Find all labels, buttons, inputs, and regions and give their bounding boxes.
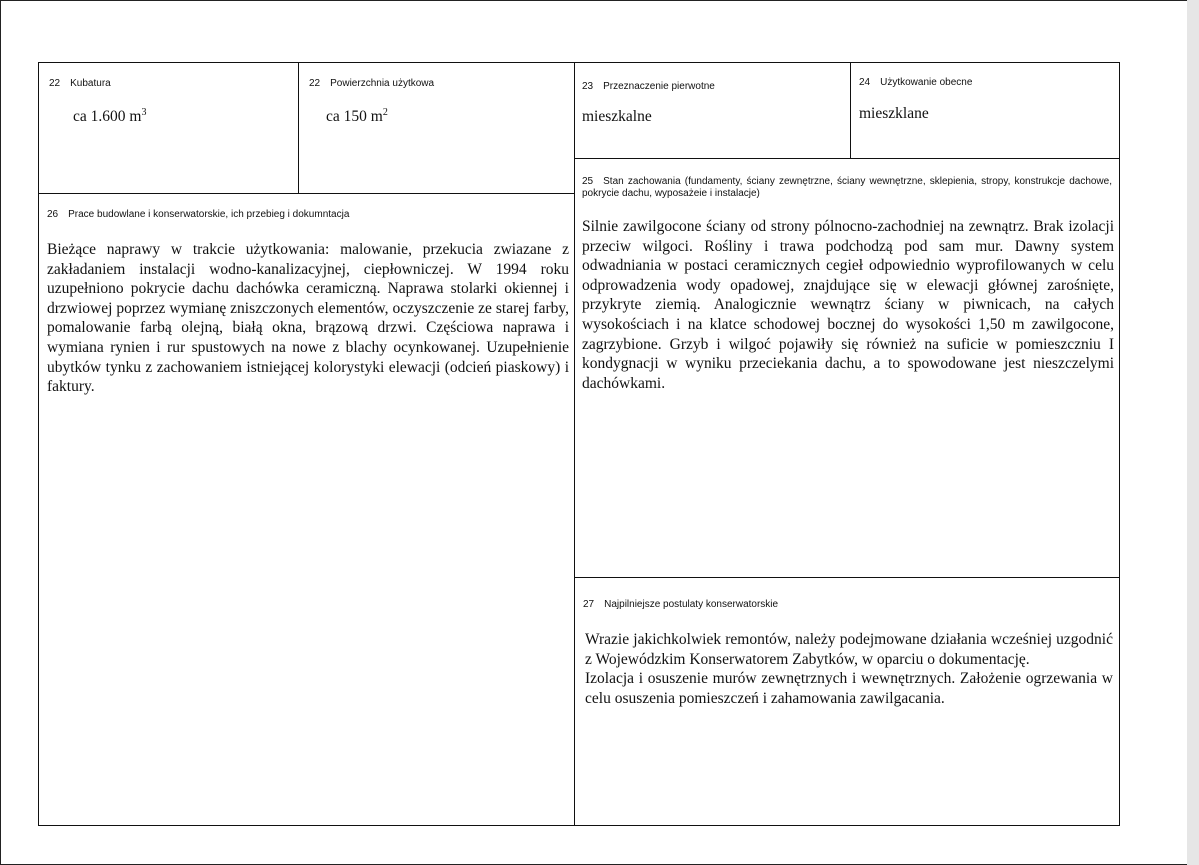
przeznaczenie-label [582,81,715,92]
uzytkowanie-label-text: Użytkowanie obecne [880,77,973,88]
uzytkowanie-label [859,77,972,88]
prace-number: 26 [47,209,59,220]
powierzchnia-box [298,62,575,194]
stan-label-text: Stan zachowania (fundamenty, ściany zewnętrzne, ściany wewnętrzne, sklepienia, stropy, konstrukcje dachowe, pokrycie dachu, wyposażeie i instalacje) [582,176,1112,199]
powierzchnia-value-text: ca 150 m [326,108,383,126]
prace-label-text: Prace budowlane i konserwatorskie, ich przebieg i dokumntacja [68,209,350,220]
prace-box [38,193,575,826]
uzytkowanie-number: 24 [859,77,871,88]
kubatura-label [49,78,111,89]
stan-number: 25 [582,176,594,187]
przeznaczenie-label-text: Przeznaczenie pierwotne [603,81,715,92]
prace-text: Bieżące naprawy w trakcie użytkowania: malowanie, przekucia zwiazane z zakładaniem instalacji wodno-kanalizacyjnej, ciepłowniczej. W 1994 roku uzupełniono pokrycie dachu dachówka ceramiczną. Naprawa stolarki okiennej i drzwiowej poprzez wymianę zniszczonych elementów, oczyszczenie ze starej farby, pomalowanie farbą olejną, białą okna, brązową drzwi. Częściowa naprawa i wymiana rynien i rur spustowych na nowe z blachy ocynkowanej. Uzupełnienie ubytków tynku z zachowaniem istniejącej kolorystyki elewacji (odcień piaskowy) i faktury. [47,241,569,396]
powierzchnia-value [326,107,388,126]
postulaty-number: 27 [583,599,595,610]
powierzchnia-label [309,78,434,89]
uzytkowanie-value: mieszklane [859,105,929,122]
scan-edge [1187,0,1199,865]
powierzchnia-number: 22 [309,78,321,89]
postulaty-text [585,630,1113,708]
postulaty-box [574,577,1120,826]
kubatura-box [38,62,299,194]
postulaty-label [583,599,778,610]
stan-label [582,176,1112,200]
kubatura-number: 22 [49,78,61,89]
przeznaczenie-box [574,62,851,159]
powierzchnia-unit-sup: 2 [382,107,388,118]
uzytkowanie-box [850,62,1120,159]
stan-box [574,158,1120,578]
postulaty-label-text: Najpilniejsze postulaty konserwatorskie [604,599,779,610]
kubatura-value [73,107,146,126]
przeznaczenie-value: mieszkalne [582,108,652,125]
prace-label [47,209,349,220]
przeznaczenie-number: 23 [582,81,594,92]
stan-text: Silnie zawilgocone ściany od strony pólnocno-zachodniej na zewnątrz. Brak izolacji przeciw wilgoci. Rośliny i trawa podchodzą pod sam mur. Dawny system odwadniania w postaci ceramicznych cegieł odpowiednio wyprofilowanych w celu odprowadzenia wody opadowej, znajdujące się w elewacji głównej zarośnięte, przykryte ziemią. Analogicznie wewnątrz ściany w piwnicach, na całych wysokościach i na klatce schodowej bocznej do wysokości 1,50 m zawilgocone, zagrzybione. Grzyb i wilgoć pojawiły się również na suficie w pomieszczniu I kondygnacji w wyniku przeciekania dachu, a to spowodowane jest nieszczelymi dachówkami. [582,218,1114,392]
kubatura-value-text: ca 1.600 m [73,108,142,126]
kubatura-label-text: Kubatura [70,78,111,89]
postulaty-paragraph-1: Wrazie jakichkolwiek remontów, należy podejmowane działania wcześniej uzgodnić z Wojewódzkim Konserwatorem Zabytków, w oparciu o dokumentację. [585,631,1113,668]
postulaty-paragraph-2: Izolacja i osuszenie murów zewnętrznych i wewnętrznych. Założenie ogrzewania w celu osuszenia pomieszczeń i zahamowania zawilgacania. [585,670,1113,707]
kubatura-unit-sup: 3 [141,107,147,118]
powierzchnia-label-text: Powierzchnia użytkowa [330,78,435,89]
